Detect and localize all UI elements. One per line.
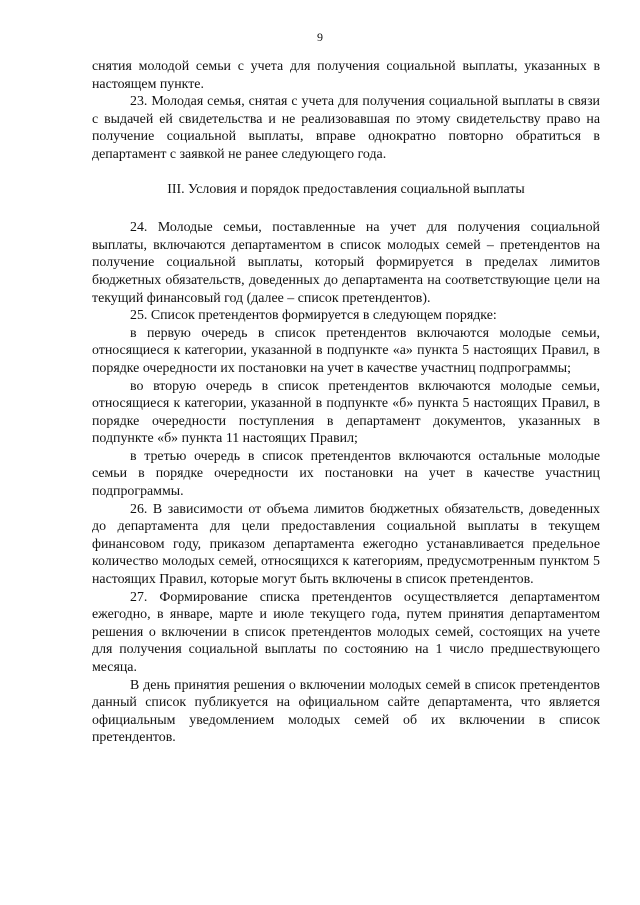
- paragraph-p-25-3: в третью очередь в список претендентов включаются остальные молодые семьи в порядке очередности их постановки на учет в качестве участниц подпрограммы.: [92, 448, 600, 500]
- paragraph-p-25-2: во вторую очередь в список претендентов включаются молодые семьи, относящиеся к категории, указанной в подпункте «б» пункта 5 настоящих Правил, в порядке очередности поступления в департамент документов, указанных в подпункте «б» пункта 11 настоящих Правил;: [92, 378, 600, 447]
- paragraph-p-25-1: в первую очередь в список претендентов включаются молодые семьи, относящиеся к категории, указанной в подпункте «а» пункта 5 настоящих Правил, в порядке очередности их постановки на учет в качестве участниц подпрограммы;: [92, 325, 600, 376]
- paragraph-p-26: 26. В зависимости от объема лимитов бюджетных обязательств, доведенных до департамента для цели предоставления социальной выплаты в текущем финансовом году, приказом департамента ежегодно устанавливается предельное количество молодых семей, относящихся к категориям, предусмотренным пунктом 5 настоящих Правил, которые могут быть включены в список претендентов.: [92, 501, 600, 588]
- paragraph-p-24: 24. Молодые семьи, поставленные на учет для получения социальной выплаты, включаются департаментом в список молодых семей – претендентов на получение социальной выплаты, который формируется в пределах лимитов бюджетных обязательств, доведенных до департамента на соответствующие цели на текущий финансовый год (далее – список претендентов).: [92, 220, 600, 306]
- paragraph-p-25: 25. Список претендентов формируется в следующем порядке:: [130, 308, 497, 324]
- section-title: III. Условия и порядок предоставления социальной выплаты: [167, 181, 525, 197]
- paragraph-p-23: 23. Молодая семья, снятая с учета для получения социальной выплаты в связи с выдачей ей свидетельства и не реализовавшая по этому свидетельству право на получение социальной выплаты, вправе однократно повторно обратиться в департамент с заявкой не ранее следующего года.: [92, 94, 600, 162]
- paragraph-p-22-cont: снятия молодой семьи с учета для получения социальной выплаты, указанных в настоящем пункте.: [92, 59, 600, 92]
- paragraph-p-27: 27. Формирование списка претендентов осуществляется департаментом ежегодно, в январе, марте и июле текущего года, путем принятия департаментом решения о включении в список претендентов молодых семей, состоящих на учете для получения социальной выплаты по состоянию на 1 число предшествующего месяца.: [92, 589, 600, 675]
- page-number: 9: [317, 30, 323, 44]
- paragraph-p-27-2: В день принятия решения о включении молодых семей в список претендентов данный список публикуется на официальном сайте департамента, что является официальным уведомлением молодых семей об их включении в список претендентов.: [92, 677, 600, 746]
- paragraphs-after: [92, 219, 600, 747]
- paragraphs-before: [92, 58, 600, 164]
- document-body: [92, 58, 600, 747]
